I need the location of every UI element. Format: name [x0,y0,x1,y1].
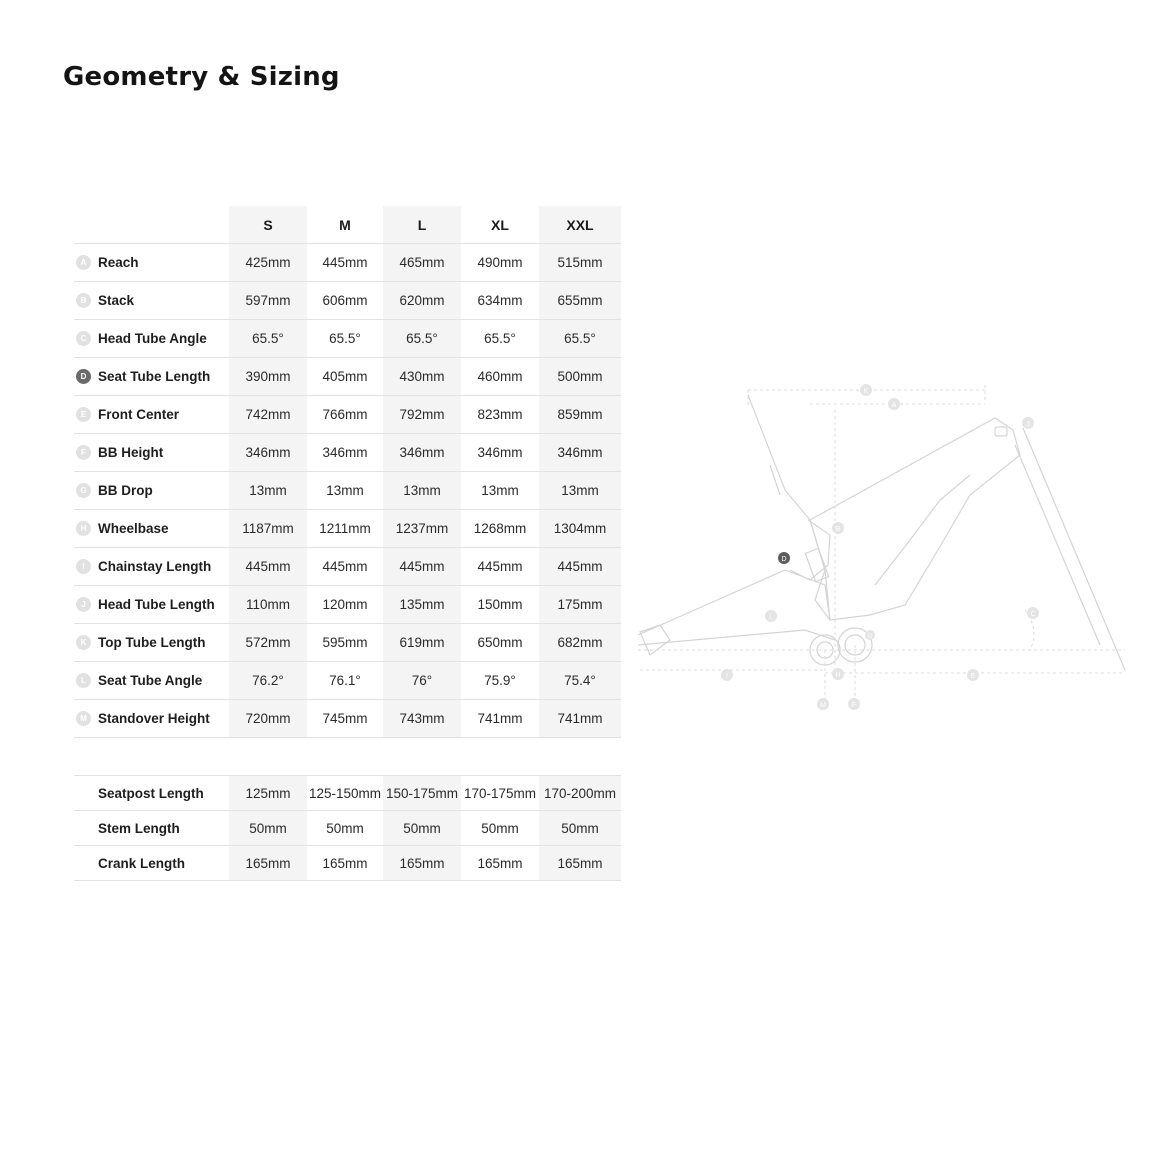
value-cell-s: 50mm [229,811,307,846]
value-cell-l: 465mm [383,244,461,282]
row-label-cell [74,811,229,846]
value-cell-m: 595mm [307,624,383,662]
value-cell-xl: 346mm [461,434,539,472]
value-cell-xxl: 1304mm [539,510,621,548]
row-label [74,821,229,836]
table-row [74,662,621,700]
marker-m [817,698,829,710]
svg-text:M: M [820,702,826,709]
value-cell-xxl: 65.5° [539,320,621,358]
row-label [74,407,229,422]
bike-frame-geometry-icon [630,370,1130,720]
row-label-text: Stem Length [98,820,180,836]
dimension-letter-badge: C [76,331,91,346]
marker-i [721,669,733,681]
value-cell-xxl: 170-200mm [539,776,621,811]
value-cell-l: 135mm [383,586,461,624]
geometry-table-body [74,244,621,738]
row-label-cell [74,396,229,434]
value-cell-l: 430mm [383,358,461,396]
marker-c [1027,607,1039,619]
row-label [74,255,229,270]
row-label-text: Stack [98,293,135,308]
dimension-lines [638,385,1125,700]
row-label [74,559,229,574]
svg-text:G: G [867,634,873,640]
marker-f [848,698,860,710]
marker-a [888,398,900,410]
row-label-text: Seat Tube Angle [98,673,203,688]
value-cell-m: 445mm [307,548,383,586]
value-cell-xl: 634mm [461,282,539,320]
table-row [74,244,621,282]
row-label-text: Head Tube Length [98,597,215,612]
svg-text:H: H [835,672,841,679]
value-cell-s: 13mm [229,472,307,510]
row-label [74,445,229,460]
value-cell-xxl: 346mm [539,434,621,472]
spec-table [74,775,621,881]
svg-text:F: F [851,702,857,709]
row-label-text: Standover Height [98,711,210,726]
row-label-text: Reach [98,255,139,270]
value-cell-m: 606mm [307,282,383,320]
value-cell-l: 165mm [383,846,461,881]
size-header-row [74,206,621,244]
marker-j [1022,417,1034,429]
row-label [74,635,229,650]
row-label [74,786,229,801]
value-cell-s: 572mm [229,624,307,662]
table-row [74,510,621,548]
size-header-l: L [383,206,461,244]
size-header-s: S [229,206,307,244]
diagram-markers [721,384,1039,710]
row-label-cell [74,776,229,811]
row-label-text: Front Center [98,407,179,422]
table-row [74,358,621,396]
row-label-cell [74,358,229,396]
value-cell-l: 13mm [383,472,461,510]
value-cell-s: 65.5° [229,320,307,358]
value-cell-xl: 741mm [461,700,539,738]
dimension-letter-badge: A [76,255,91,270]
marker-g [865,630,875,640]
row-label-cell [74,472,229,510]
row-label-cell [74,244,229,282]
row-label [74,711,229,726]
value-cell-m: 1211mm [307,510,383,548]
table-row [74,320,621,358]
svg-text:A: A [891,402,897,409]
value-cell-l: 445mm [383,548,461,586]
dimension-letter-badge: M [76,711,91,726]
row-label-text: Crank Length [98,855,186,871]
dimension-letter-badge: E [76,407,91,422]
row-label-cell [74,846,229,881]
value-cell-s: 76.2° [229,662,307,700]
value-cell-m: 445mm [307,244,383,282]
value-cell-m: 76.1° [307,662,383,700]
table-row [74,846,621,881]
svg-text:K: K [863,388,869,395]
value-cell-s: 125mm [229,776,307,811]
dimension-letter-badge: B [76,293,91,308]
value-cell-xxl: 50mm [539,811,621,846]
row-label-text: Head Tube Angle [98,331,207,346]
row-label-text: Seat Tube Length [98,369,211,384]
value-cell-xxl: 13mm [539,472,621,510]
svg-text:E: E [970,673,976,680]
dimension-letter-badge: F [76,445,91,460]
row-label-cell [74,510,229,548]
row-label [74,673,229,688]
value-cell-xl: 65.5° [461,320,539,358]
value-cell-l: 743mm [383,700,461,738]
row-label [74,521,229,536]
value-cell-xxl: 500mm [539,358,621,396]
value-cell-xl: 165mm [461,846,539,881]
row-label-cell [74,548,229,586]
value-cell-s: 346mm [229,434,307,472]
value-cell-l: 346mm [383,434,461,472]
dimension-letter-badge: L [76,673,91,688]
value-cell-xl: 823mm [461,396,539,434]
value-cell-xxl: 165mm [539,846,621,881]
row-label-text: Chainstay Length [98,559,212,574]
value-cell-l: 619mm [383,624,461,662]
row-label-text: BB Drop [98,483,153,498]
svg-text:D: D [781,556,787,563]
svg-text:C: C [1030,611,1036,618]
marker-b [832,522,844,534]
value-cell-xl: 13mm [461,472,539,510]
size-header-xxl: XXL [539,206,621,244]
row-label [74,293,229,308]
svg-text:L: L [769,614,773,621]
value-cell-xl: 50mm [461,811,539,846]
value-cell-xl: 650mm [461,624,539,662]
value-cell-l: 76° [383,662,461,700]
value-cell-xl: 75.9° [461,662,539,700]
value-cell-l: 792mm [383,396,461,434]
table-row [74,472,621,510]
table-row [74,811,621,846]
row-label-cell [74,586,229,624]
value-cell-m: 125-150mm [307,776,383,811]
value-cell-xl: 170-175mm [461,776,539,811]
marker-e [967,669,979,681]
value-cell-s: 110mm [229,586,307,624]
size-header-m: M [307,206,383,244]
row-label-cell [74,434,229,472]
dimension-letter-badge: J [76,597,91,612]
dimension-letter-badge: K [76,635,91,650]
row-label-text: Wheelbase [98,521,169,536]
value-cell-xxl: 445mm [539,548,621,586]
page-title: Geometry & Sizing [63,62,340,92]
row-label-text: BB Height [98,445,164,460]
value-cell-m: 346mm [307,434,383,472]
table-row [74,624,621,662]
value-cell-m: 766mm [307,396,383,434]
value-cell-xxl: 859mm [539,396,621,434]
value-cell-s: 742mm [229,396,307,434]
value-cell-s: 165mm [229,846,307,881]
value-cell-l: 620mm [383,282,461,320]
spec-table-body [74,776,621,881]
value-cell-xl: 1268mm [461,510,539,548]
svg-text:B: B [835,526,841,533]
marker-l [765,610,777,622]
row-label-cell [74,700,229,738]
value-cell-xxl: 655mm [539,282,621,320]
value-cell-l: 50mm [383,811,461,846]
value-cell-s: 1187mm [229,510,307,548]
value-cell-xxl: 175mm [539,586,621,624]
value-cell-m: 165mm [307,846,383,881]
table-row [74,700,621,738]
value-cell-m: 50mm [307,811,383,846]
value-cell-xxl: 741mm [539,700,621,738]
row-label-cell [74,282,229,320]
row-label [74,597,229,612]
frame-outline [638,395,1125,670]
table-row [74,434,621,472]
table-row [74,396,621,434]
value-cell-m: 405mm [307,358,383,396]
dimension-letter-badge: H [76,521,91,536]
dimension-letter-badge: I [76,559,91,574]
marker-h [832,668,844,680]
value-cell-s: 597mm [229,282,307,320]
row-label [74,856,229,871]
row-label-cell [74,624,229,662]
marker-k [860,384,872,396]
table-row [74,548,621,586]
svg-text:I: I [726,673,728,680]
row-label [74,483,229,498]
value-cell-m: 65.5° [307,320,383,358]
value-cell-m: 120mm [307,586,383,624]
row-label-cell [74,320,229,358]
value-cell-xl: 490mm [461,244,539,282]
value-cell-xl: 150mm [461,586,539,624]
row-label-text: Top Tube Length [98,635,206,650]
value-cell-l: 65.5° [383,320,461,358]
value-cell-s: 720mm [229,700,307,738]
value-cell-xl: 445mm [461,548,539,586]
value-cell-xl: 460mm [461,358,539,396]
value-cell-xxl: 515mm [539,244,621,282]
row-label [74,369,229,384]
table-row [74,586,621,624]
marker-d [778,552,790,564]
value-cell-m: 13mm [307,472,383,510]
row-label-cell [74,662,229,700]
value-cell-s: 445mm [229,548,307,586]
value-cell-m: 745mm [307,700,383,738]
dimension-letter-badge: G [76,483,91,498]
svg-text:J: J [1026,421,1030,428]
size-header-xl: XL [461,206,539,244]
value-cell-l: 150-175mm [383,776,461,811]
value-cell-l: 1237mm [383,510,461,548]
table-row [74,776,621,811]
geometry-table [74,206,621,738]
table-row [74,282,621,320]
row-label [74,331,229,346]
value-cell-xxl: 682mm [539,624,621,662]
value-cell-xxl: 75.4° [539,662,621,700]
value-cell-s: 425mm [229,244,307,282]
value-cell-s: 390mm [229,358,307,396]
dimension-letter-badge: D [76,369,91,384]
row-label-text: Seatpost Length [98,785,204,801]
header-blank [74,206,229,244]
